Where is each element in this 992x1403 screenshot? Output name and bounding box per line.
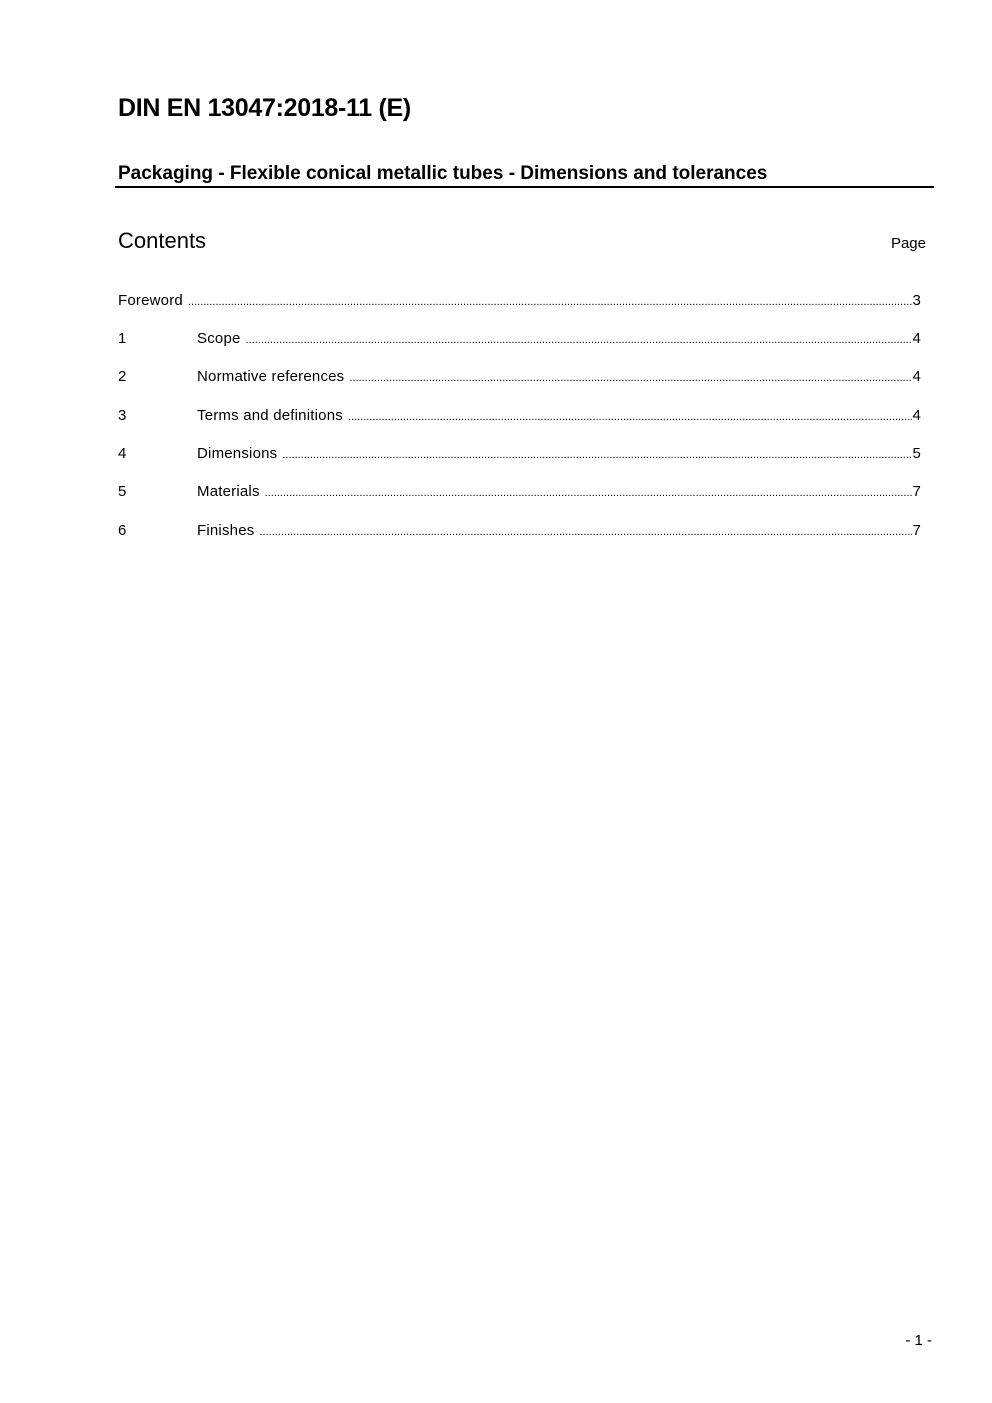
toc-entry-label: Foreword xyxy=(118,292,183,309)
toc-dot-leader xyxy=(188,296,912,308)
toc-entry-label: Scope xyxy=(197,330,241,347)
toc-entry-scope[interactable] xyxy=(118,330,921,368)
toc-entry-dimensions[interactable] xyxy=(118,445,921,483)
toc-entry-page: 4 xyxy=(912,407,921,424)
document-title: DIN EN 13047:2018-11 (E) xyxy=(118,94,411,122)
toc-entry-label: Terms and definitions xyxy=(197,407,343,424)
page-column-heading: Page xyxy=(890,235,926,252)
toc-entry-label: Dimensions xyxy=(197,445,278,462)
toc-entry-label: Finishes xyxy=(197,522,255,539)
toc-entry-number: 6 xyxy=(118,522,127,539)
toc-entry-terms-and-definitions[interactable] xyxy=(118,407,921,445)
footer-page-number: - 1 - xyxy=(905,1332,932,1349)
contents-heading: Contents xyxy=(118,228,207,253)
toc-dot-leader xyxy=(349,372,912,384)
document-subtitle: Packaging - Flexible conical metallic tubes - Dimensions and tolerances xyxy=(118,163,768,184)
toc-entry-number: 3 xyxy=(118,407,127,424)
toc-entry-finishes[interactable] xyxy=(118,522,921,560)
toc-dot-leader xyxy=(348,411,913,423)
toc-entry-foreword[interactable] xyxy=(118,292,921,330)
toc-entry-page: 4 xyxy=(912,330,921,347)
toc-entry-page: 4 xyxy=(912,368,921,385)
subtitle-underline xyxy=(115,186,934,188)
toc-entry-number: 1 xyxy=(118,330,127,347)
toc-entry-label: Normative references xyxy=(197,368,345,385)
toc-entry-normative-references[interactable] xyxy=(118,368,921,407)
toc-entry-number: 2 xyxy=(118,368,127,385)
toc-entry-page: 7 xyxy=(912,522,921,539)
toc-entry-label: Materials xyxy=(197,483,260,500)
toc-entry-materials[interactable] xyxy=(118,483,921,522)
toc-dot-leader xyxy=(246,334,913,346)
toc-entry-page: 7 xyxy=(912,483,921,500)
toc-dot-leader xyxy=(265,487,913,499)
table-of-contents xyxy=(118,292,921,560)
toc-entry-number: 5 xyxy=(118,483,127,500)
toc-dot-leader xyxy=(259,526,912,538)
toc-entry-page: 3 xyxy=(912,292,921,309)
toc-entry-page: 5 xyxy=(912,445,921,462)
toc-entry-number: 4 xyxy=(118,445,127,462)
toc-dot-leader xyxy=(282,449,912,461)
